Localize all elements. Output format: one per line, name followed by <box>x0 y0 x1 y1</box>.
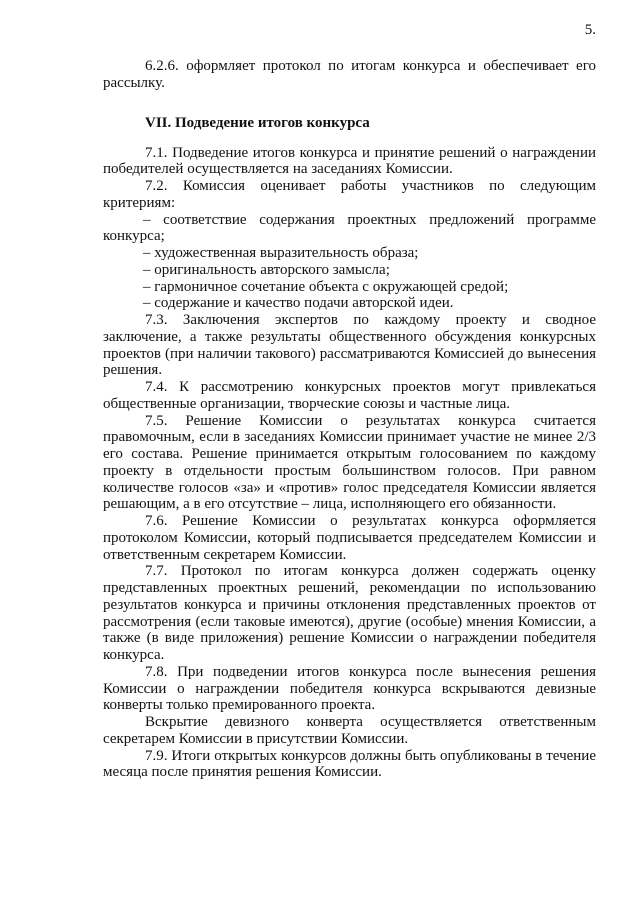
paragraph-7-3: 7.3. Заключения экспертов по каждому проекту и сводное заключение, а также результаты общественного обсуждения конкурсных проектов (при наличии такового) рассматриваются Комиссией до вынесения решения. <box>103 312 596 379</box>
section-title: VII. Подведение итогов конкурса <box>145 114 370 131</box>
criterion-item: – оригинальность авторского замысла; <box>143 261 390 278</box>
paragraph-7-2: 7.2. Комиссия оценивает работы участников по следующим критериям: <box>103 178 596 211</box>
paragraph-7-6: 7.6. Решение Комиссии о результатах конкурса оформляется протоколом Комиссии, который подписывается председателем Комиссии и ответственным секретарем Комиссии. <box>103 513 596 563</box>
criterion-item: – гармоничное сочетание объекта с окружающей средой; <box>143 278 509 295</box>
document-body <box>103 58 596 781</box>
paragraph-7-9: 7.9. Итоги открытых конкурсов должны быть опубликованы в течение месяца после принятия решения Комиссии. <box>103 747 596 781</box>
criterion-item: – художественная выразительность образа; <box>143 245 419 261</box>
criterion-item: – соответствие содержания проектных предложений программе конкурса; <box>103 211 596 245</box>
page-number: 5. <box>584 22 596 38</box>
paragraph-7-8: 7.8. При подведении итогов конкурса после вынесения решения Комиссии о награждении победителя конкурса вскрываются девизные конверты только премированного проекта. <box>103 663 596 714</box>
paragraph-envelope-opening: Вскрытие девизного конверта осуществляется ответственным секретарем Комиссии в присутствии Комиссии. <box>103 714 596 747</box>
paragraph-7-4: 7.4. К рассмотрению конкурсных проектов могут привлекаться общественные организации, творческие союзы и частные лица. <box>103 379 596 412</box>
paragraph-7-1: 7.1. Подведение итогов конкурса и принятие решений о награждении победителей осуществляется на заседаниях Комиссии. <box>103 144 596 178</box>
criterion-item: – содержание и качество подачи авторской идеи. <box>143 295 454 312</box>
paragraph-6-2-6: 6.2.6. оформляет протокол по итогам конкурса и обеспечивает его рассылку. <box>103 58 596 91</box>
paragraph-7-5: 7.5. Решение Комиссии о результатах конкурса считается правомочным, если в заседаниях Комиссии принимает участие не минее 2/3 его состава. Решение принимается открытым голосованием по каждому проекту в отдельности простым большинством голосов. При равном количестве голосов «за» и «против» голос председателя Комиссии является решающим, а в его отсутствие – лица, исполняющего его обязанности. <box>103 412 596 513</box>
paragraph-7-7: 7.7. Протокол по итогам конкурса должен содержать оценку представленных проектных решений, рекомендации по использованию результатов конкурса и причины отклонения представленных проектов от рассмотрения (если таковые имеются), другие (особые) мнения Комиссии, а также (в виде приложения) решение Комиссии о награждении победителя конкурса. <box>103 563 596 663</box>
